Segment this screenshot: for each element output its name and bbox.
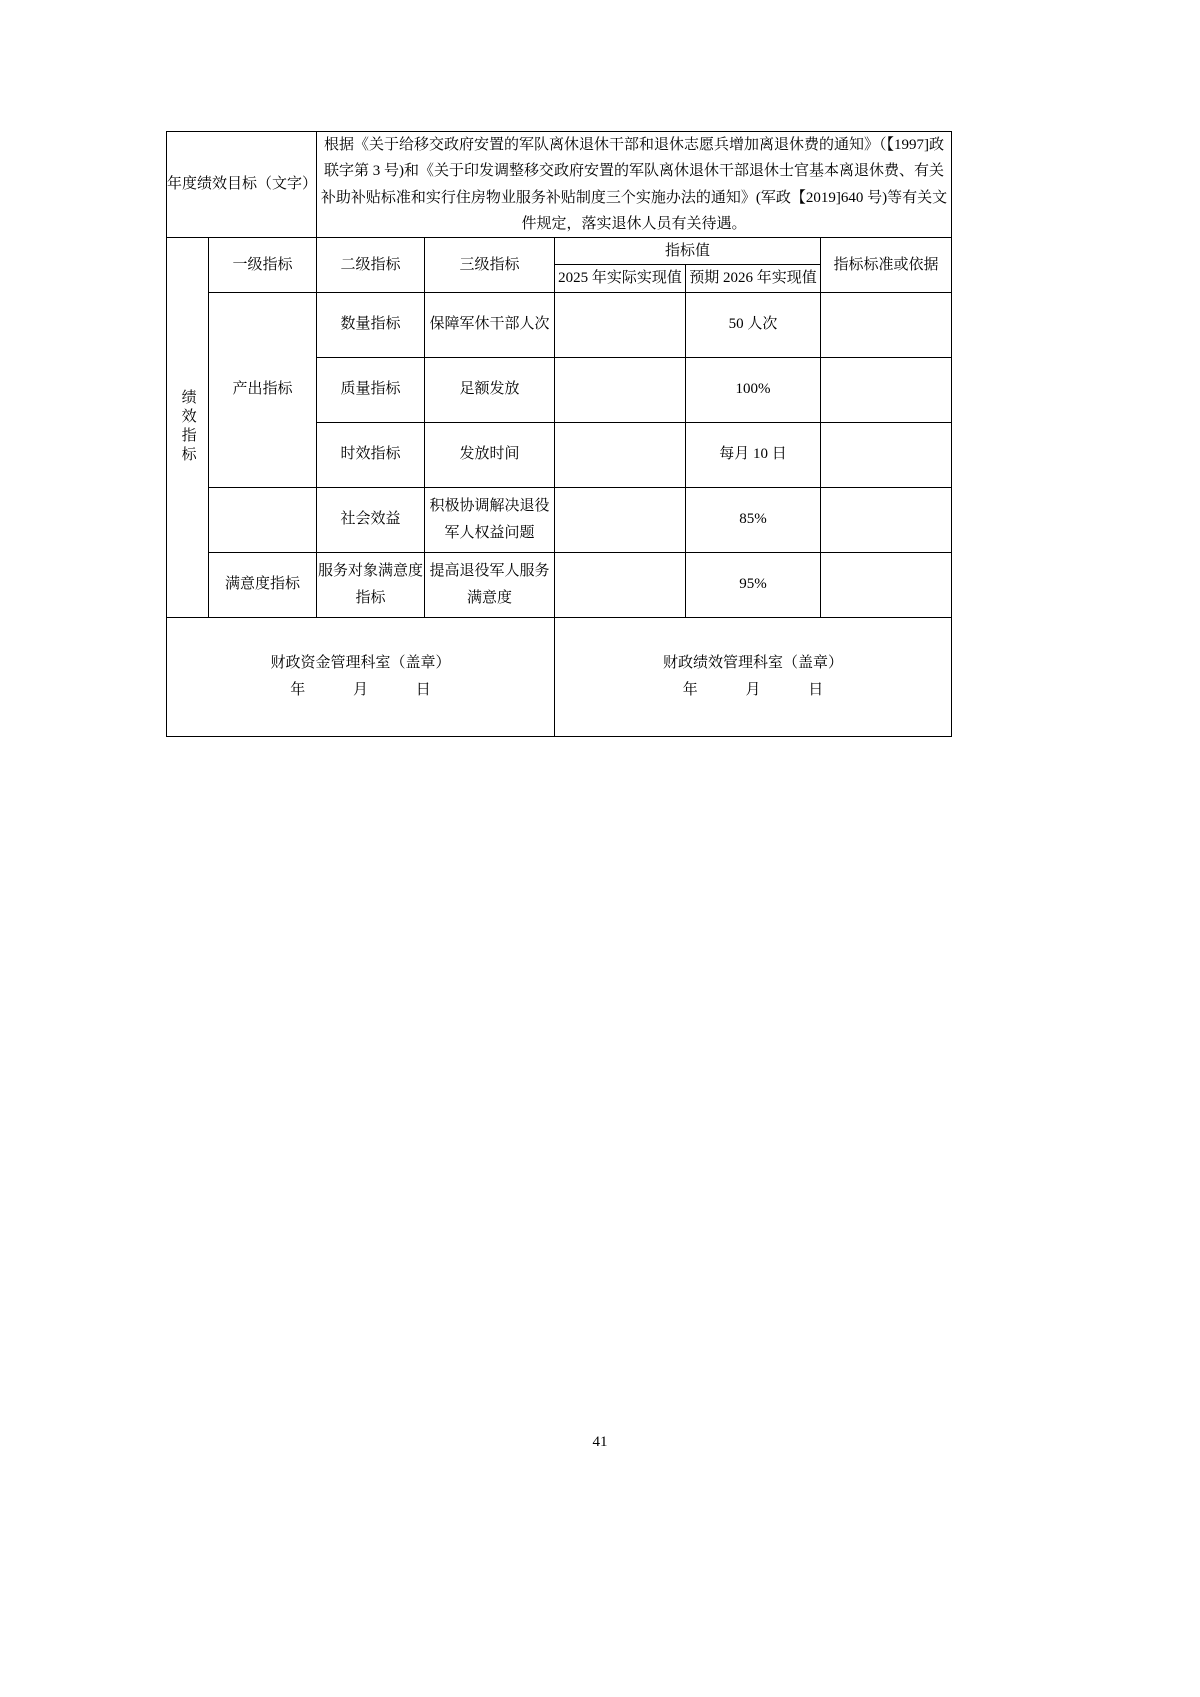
table-row-signatures [167,617,952,736]
cell-level3-quality: 足额发放 [425,357,555,422]
cell-expected-timeliness: 每月 10 日 [686,422,821,487]
cell-level1-social [209,487,317,552]
cell-level1-satisfaction: 满意度指标 [209,552,317,617]
cell-level1-output: 产出指标 [209,292,317,487]
cell-criteria-social [821,487,952,552]
header-level1: 一级指标 [209,238,317,293]
signature-month-perf: 月 [745,681,761,698]
cell-level2-social: 社会效益 [317,487,425,552]
cell-criteria-satisfaction [821,552,952,617]
table-header-row-1 [167,238,952,265]
cell-level3-satisfaction: 提高退役军人服务满意度 [425,552,555,617]
cell-level2-quality: 质量指标 [317,357,425,422]
cell-criteria-timeliness [821,422,952,487]
signature-date-performance-management [555,677,951,703]
cell-level2-satisfaction: 服务对象满意度指标 [317,552,425,617]
cell-level3-social: 积极协调解决退役军人权益问题 [425,487,555,552]
cell-expected-satisfaction: 95% [686,552,821,617]
cell-expected-quantity: 50 人次 [686,292,821,357]
table-row-annual-goal [167,132,952,238]
cell-level3-timeliness: 发放时间 [425,422,555,487]
cell-actual-timeliness [555,422,686,487]
signature-year-perf: 年 [682,681,698,698]
header-criteria: 指标标准或依据 [821,238,952,293]
cell-level2-timeliness: 时效指标 [317,422,425,487]
table-row [167,487,952,552]
signature-day-perf: 日 [808,681,824,698]
signature-day-fund: 日 [415,681,431,698]
signature-block-performance-management [555,617,952,736]
cell-expected-social: 85% [686,487,821,552]
cell-actual-satisfaction [555,552,686,617]
signature-block-fund-management [167,617,555,736]
cell-actual-quality [555,357,686,422]
header-expected-2026: 预期 2026 年实现值 [686,265,821,292]
row-header-performance-indicator [167,238,209,618]
header-actual-2025: 2025 年实际实现值 [555,265,686,292]
cell-actual-social [555,487,686,552]
table-row [167,552,952,617]
signature-title-performance-management: 财政绩效管理科室（盖章） [663,655,844,672]
cell-criteria-quality [821,357,952,422]
cell-level3-quantity: 保障军休干部人次 [425,292,555,357]
performance-target-table [166,131,952,737]
signature-month-fund: 月 [352,681,368,698]
header-value-group: 指标值 [555,238,821,265]
cell-criteria-quantity [821,292,952,357]
signature-year-fund: 年 [290,681,306,698]
signature-title-fund-management: 财政资金管理科室（盖章） [270,655,451,672]
annual-goal-label: 年度绩效目标（文字） [167,132,317,238]
signature-date-fund-management [167,677,554,703]
header-level3: 三级指标 [425,238,555,293]
table-row [167,292,952,357]
row-header-performance-indicator-text: 绩效指标 [179,389,196,466]
annual-goal-text: 根据《关于给移交政府安置的军队离休退休干部和退休志愿兵增加离退休费的通知》（【1997]政联字第 3 号)和《关于印发调整移交政府安置的军队离休退休干部退休士官基本离退休费、有关补助补贴标准和实行住房物业服务补贴制度三个实施办法的通知》(军政【2019]640 号)等有关文件规定，落实退休人员有关待遇。 [317,132,952,238]
cell-actual-quantity [555,292,686,357]
page-number: 41 [592,1434,608,1450]
cell-expected-quality: 100% [686,357,821,422]
header-level2: 二级指标 [317,238,425,293]
cell-level2-quantity: 数量指标 [317,292,425,357]
